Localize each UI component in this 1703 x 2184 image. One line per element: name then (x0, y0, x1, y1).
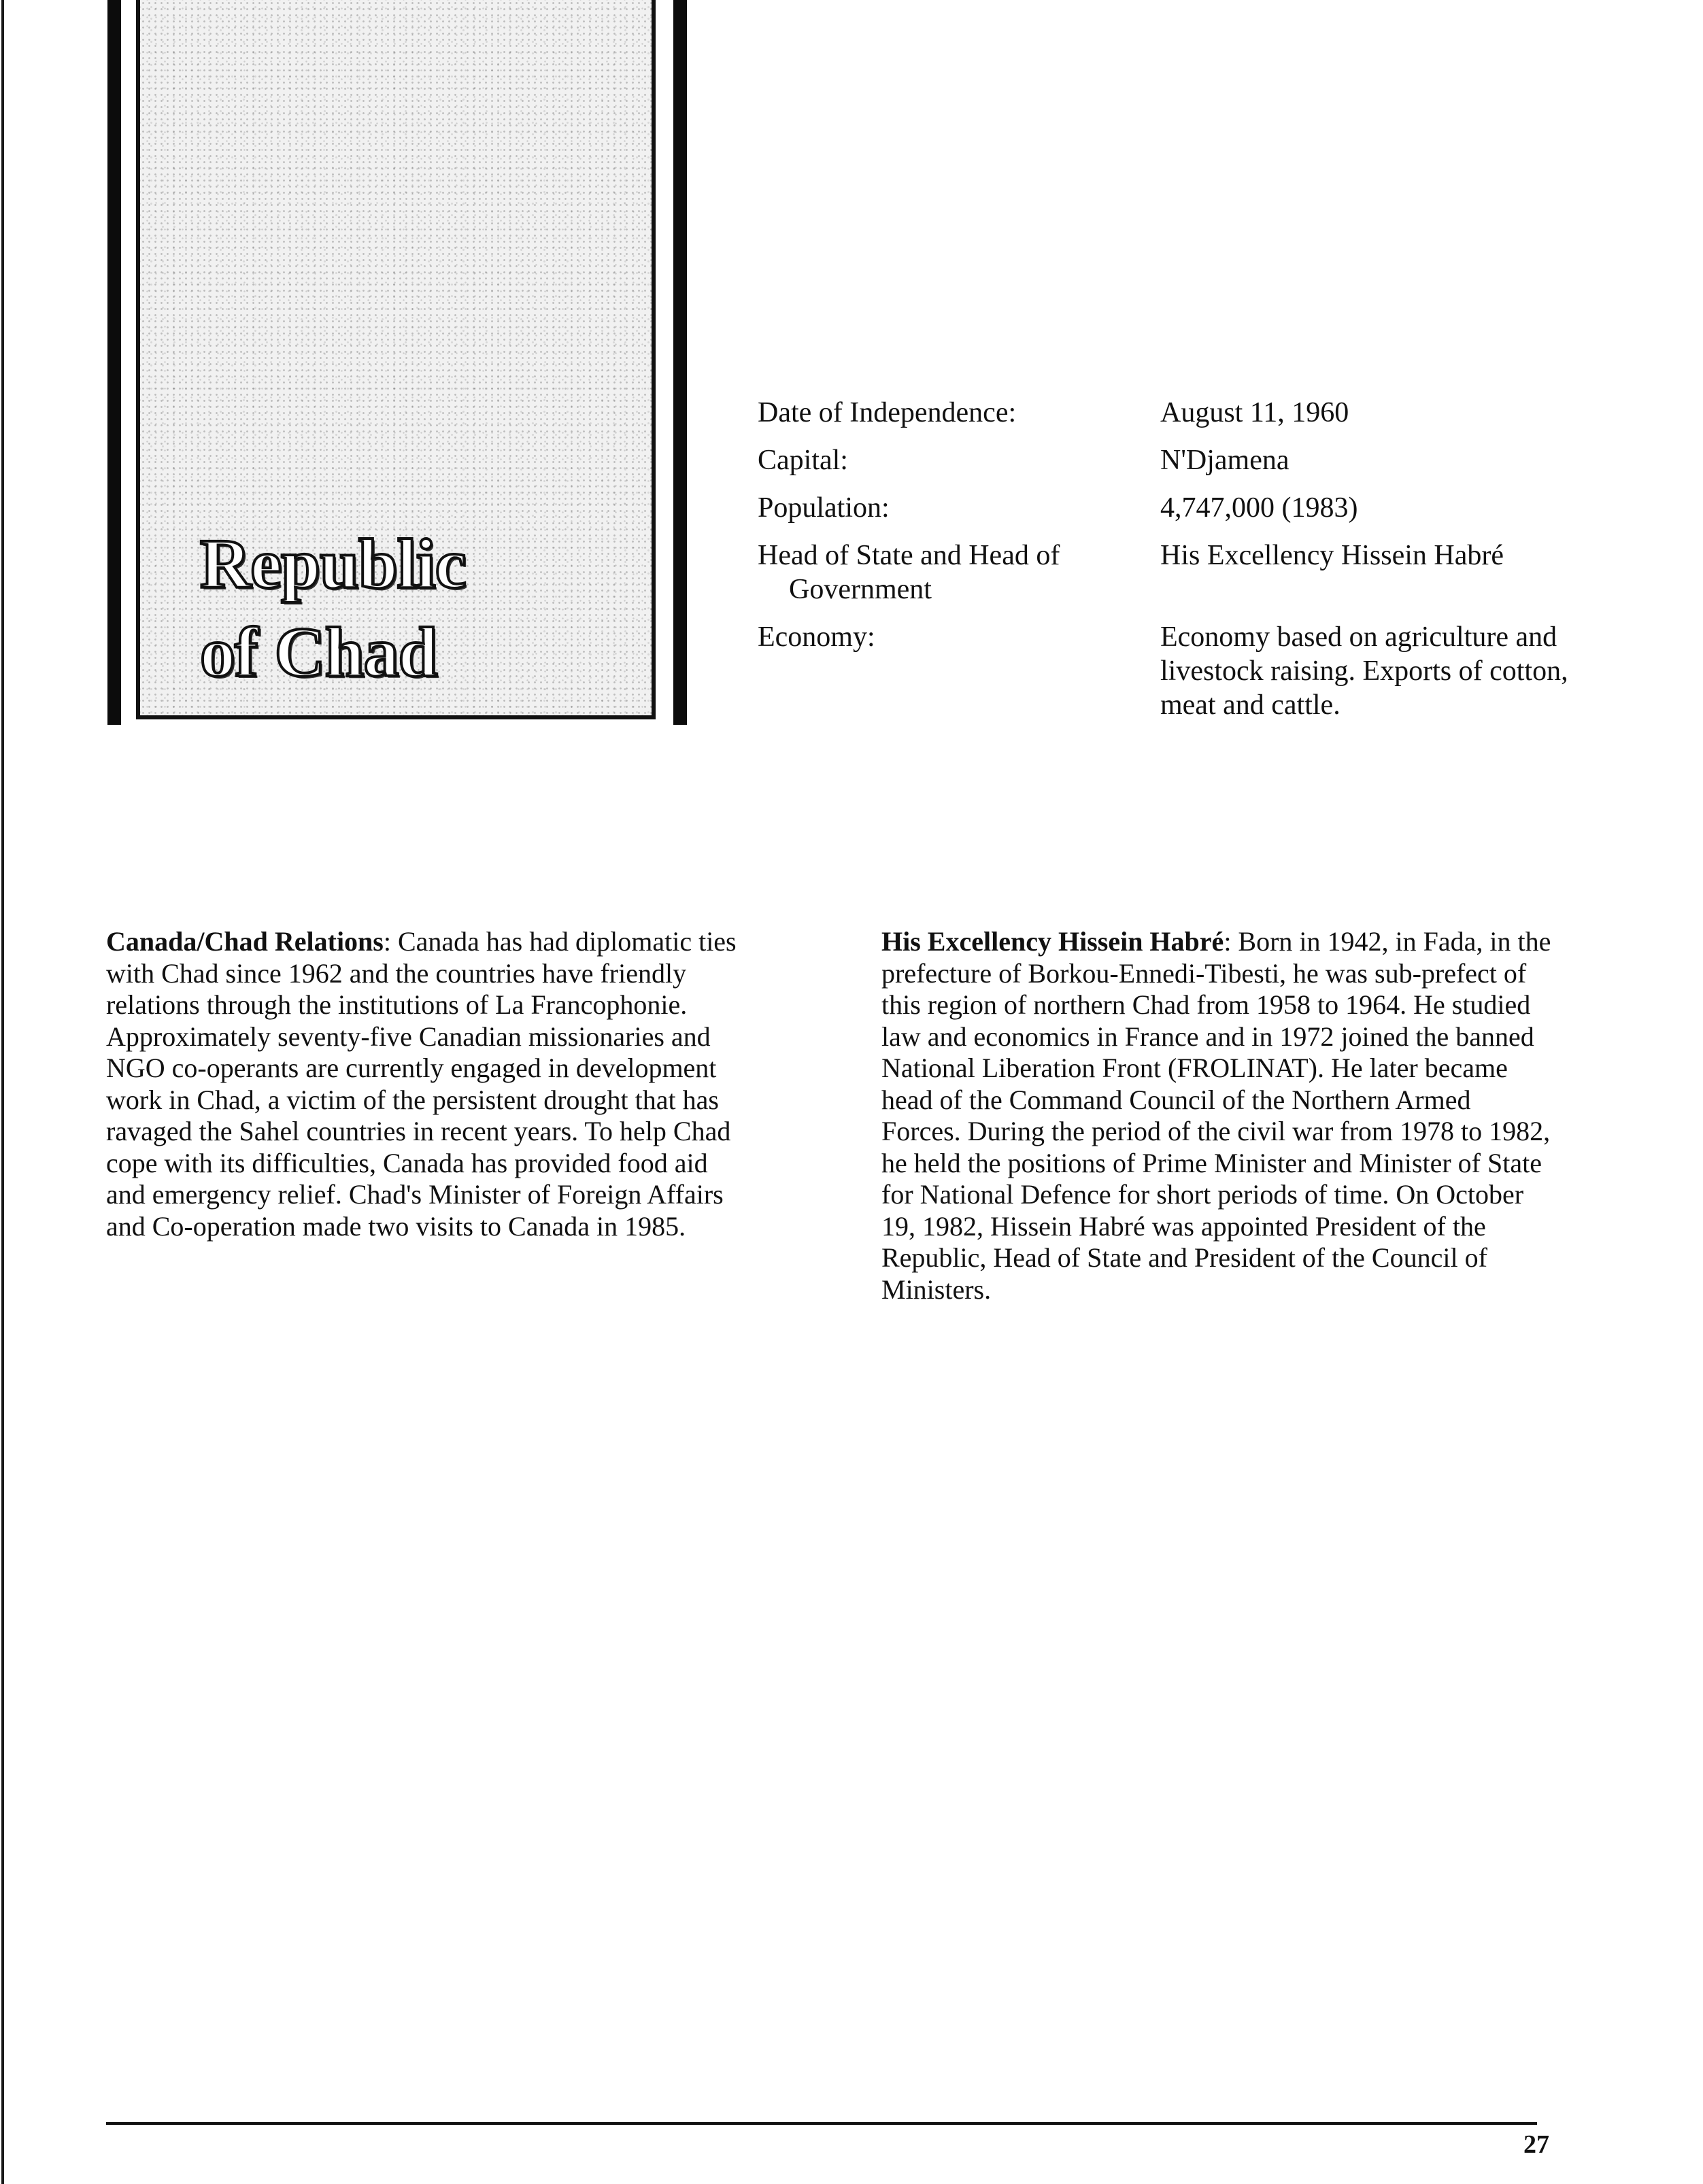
panel-bar-left (107, 0, 121, 725)
country-title (200, 520, 466, 697)
fact-row-economy (758, 620, 1601, 721)
relations-section (106, 926, 752, 1242)
biography-section (881, 926, 1555, 1306)
fact-label: Population: (758, 492, 890, 524)
fact-row-capital (758, 443, 1601, 477)
relations-heading: Canada/Chad Relations (106, 926, 384, 957)
fact-label (758, 539, 1145, 607)
fact-value: Economy based on agriculture and livestock raising. Exports of cotton, meat and cattle. (1160, 621, 1568, 721)
country-facts (758, 396, 1601, 721)
left-margin-rule (1, 0, 4, 2184)
biography-heading: His Excellency Hissein Habré (881, 926, 1224, 957)
panel-bar-right (673, 0, 687, 725)
page-number: 27 (1523, 2130, 1549, 2159)
fact-row-independence (758, 396, 1601, 430)
fact-value: 4,747,000 (1983) (1160, 492, 1358, 524)
fact-value: N'Djamena (1160, 445, 1289, 476)
biography-body: : Born in 1942, in Fada, in the prefecture of Borkou-Ennedi-Tibesti, he was sub-prefect of this region of northern Chad from 1958 to 1964. He studied law and economics in France and in 1972 joined the banned National Liberation Front (FROLINAT). He later became head of the Command Council of the Northern Armed Forces. During the period of the civil war from 1978 to 1982, he held the positions of Prime Minister and Minister of State for National Defence for short periods of time. On October 19, 1982, Hissein Habré was appointed President of the Republic, Head of State and President of the Council of Ministers. (881, 926, 1551, 1305)
fact-row-head-of-state (758, 539, 1601, 607)
fact-label: Economy: (758, 621, 875, 653)
relations-body: : Canada has had diplomatic ties with Chad since 1962 and the countries have friendly relations through the institutions of La Francophonie. Approximately seventy-five Canadian missionaries and NGO co-operants are currently engaged in development work in Chad, a victim of the persistent drought that has ravaged the Sahel countries in recent years. To help Chad cope with its difficulties, Canada has provided food aid and emergency relief. Chad's Minister of Foreign Affairs and Co-operation made two visits to Canada in 1985. (106, 926, 737, 1242)
fact-label: Capital: (758, 445, 848, 476)
fact-label-line2: Government (789, 574, 932, 605)
title-panel (107, 0, 687, 725)
fact-label-line1: Head of State and Head of (758, 540, 1060, 571)
fact-row-population (758, 491, 1601, 525)
country-title-line1: Republic (200, 525, 466, 603)
country-title-line2: of Chad (200, 613, 437, 692)
fact-value: August 11, 1960 (1160, 397, 1349, 428)
fact-value: His Excellency Hissein Habré (1160, 540, 1504, 571)
title-panel-box (136, 0, 656, 719)
fact-label: Date of Independence: (758, 397, 1017, 428)
footer-rule (106, 2122, 1537, 2125)
